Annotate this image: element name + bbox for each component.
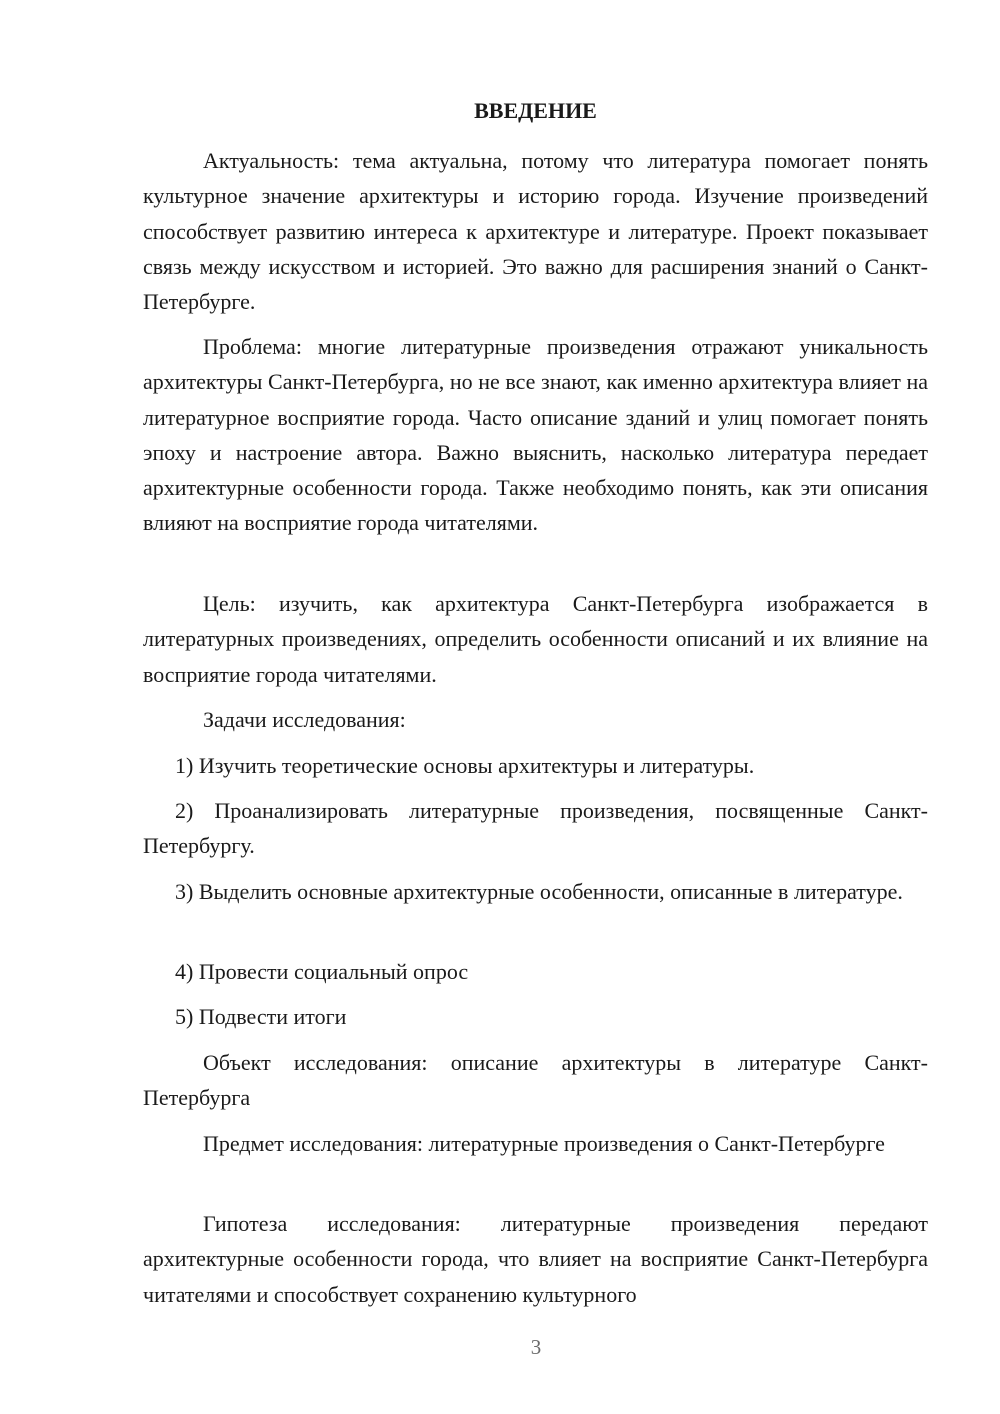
section-title: ВВЕДЕНИЕ xyxy=(474,98,597,123)
task-item-3: 3) Выделить основные архитектурные особенности, описанные в литературе. xyxy=(175,879,903,904)
paragraph-goal: Цель: изучить, как архитектура Санкт-Петербурга изображается в литературных произведениях, определить особенности описаний и их влияние на восприятие города читателями. xyxy=(143,591,928,687)
task-item-1: 1) Изучить теоретические основы архитектуры и литературы. xyxy=(175,753,755,778)
paragraph-object: Объект исследования: описание архитектуры в литературе Санкт-Петербурга xyxy=(143,1050,928,1111)
task-item-2: 2) Проанализировать литературные произведения, посвященные Санкт-Петербургу. xyxy=(143,798,928,859)
paragraph-subject: Предмет исследования: литературные произведения о Санкт-Петербурге xyxy=(203,1131,885,1156)
tasks-heading: Задачи исследования: xyxy=(203,707,406,732)
paragraph-hypothesis: Гипотеза исследования: литературные произведения передают архитектурные особенности города, что влияет на восприятие Санкт-Петербурга читателями и способствует сохранению культурного xyxy=(143,1211,928,1307)
page-number: 3 xyxy=(530,1335,542,1359)
task-item-5: 5) Подвести итоги xyxy=(175,1004,347,1029)
task-item-4: 4) Провести социальный опрос xyxy=(175,959,469,984)
paragraph-problem: Проблема: многие литературные произведения отражают уникальность архитектуры Санкт-Петербурга, но не все знают, как именно архитектура влияет на литературное восприятие города. Часто описание зданий и улиц помогает понять эпоху и настроение автора. Важно выяснить, насколько литература передает архитектурные особенности города. Также необходимо понять, как эти описания влияют на восприятие города читателями. xyxy=(143,334,928,536)
paragraph-relevance: Актуальность: тема актуальна, потому что литература помогает понять культурное значение архитектуры и историю города. Изучение произведений способствует развитию интереса к архитектуре и литературе. Проект показывает связь между искусством и историей. Это важно для расширения знаний о Санкт-Петербурге. xyxy=(143,148,928,315)
